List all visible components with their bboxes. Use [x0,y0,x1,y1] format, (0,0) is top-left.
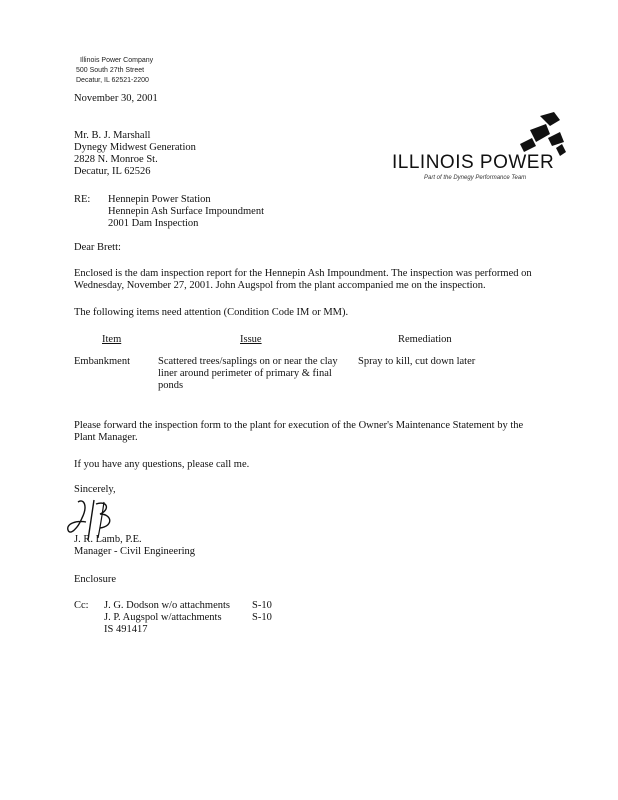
table-cell-issue: Scattered trees/saplings on or near the clay liner around perimeter of primary & final ponds [158,356,338,391]
table-header-issue: Issue [240,334,262,345]
cc-label: Cc: [74,600,89,611]
table-cell-item: Embankment [74,356,130,367]
re-line: Hennepin Ash Surface Impoundment [108,206,265,217]
signer-title: Manager - Civil Engineering [74,546,196,557]
signer-name: J. R. Lamb, P.E. [74,534,142,545]
cc-entry-name: J. P. Augspol w/attachments [104,612,222,623]
logo-tagline: Part of the Dynegy Performance Team [424,175,527,181]
sender-city: Decatur, IL 62521-2200 [76,77,149,84]
logo-name: ILLINOIS POWER [392,152,555,173]
table-header-remediation: Remediation [398,334,452,345]
recipient-company: Dynegy Midwest Generation [74,142,196,153]
cc-entry-name: J. G. Dodson w/o attachments [104,600,230,611]
re-line: Hennepin Power Station [108,194,211,205]
table-cell-remediation: Spray to kill, cut down later [358,356,476,367]
body-paragraph: The following items need attention (Condition Code IM or MM). [74,307,349,318]
sender-company: Illinois Power Company [80,57,154,64]
recipient-street: 2828 N. Monroe St. [74,154,158,165]
body-paragraph: Enclosed is the dam inspection report for the Hennepin Ash Impoundment. The inspection was performed on Wednesday, November 27, 2001. John Augspol from the plant accompanied me on the inspection. [74,268,532,291]
body-paragraph: If you have any questions, please call me. [74,459,250,470]
table-header-item: Item [102,334,122,345]
recipient-city: Decatur, IL 62526 [74,166,151,177]
recipient-name: Mr. B. J. Marshall [74,130,151,141]
cc-entry-code: S-10 [252,600,272,611]
cc-entry-code: S-10 [252,612,272,623]
salutation: Dear Brett: [74,242,121,253]
re-label: RE: [74,194,91,205]
cc-entry-name: IS 491417 [104,624,148,635]
sender-street: 500 South 27th Street [76,67,145,74]
letter-date: November 30, 2001 [74,93,158,104]
closing: Sincerely, [74,484,116,495]
re-line: 2001 Dam Inspection [108,218,199,229]
body-paragraph: Please forward the inspection form to the plant for execution of the Owner's Maintenance Statement by the Plant Manager. [74,420,524,443]
enclosure-label: Enclosure [74,574,116,585]
